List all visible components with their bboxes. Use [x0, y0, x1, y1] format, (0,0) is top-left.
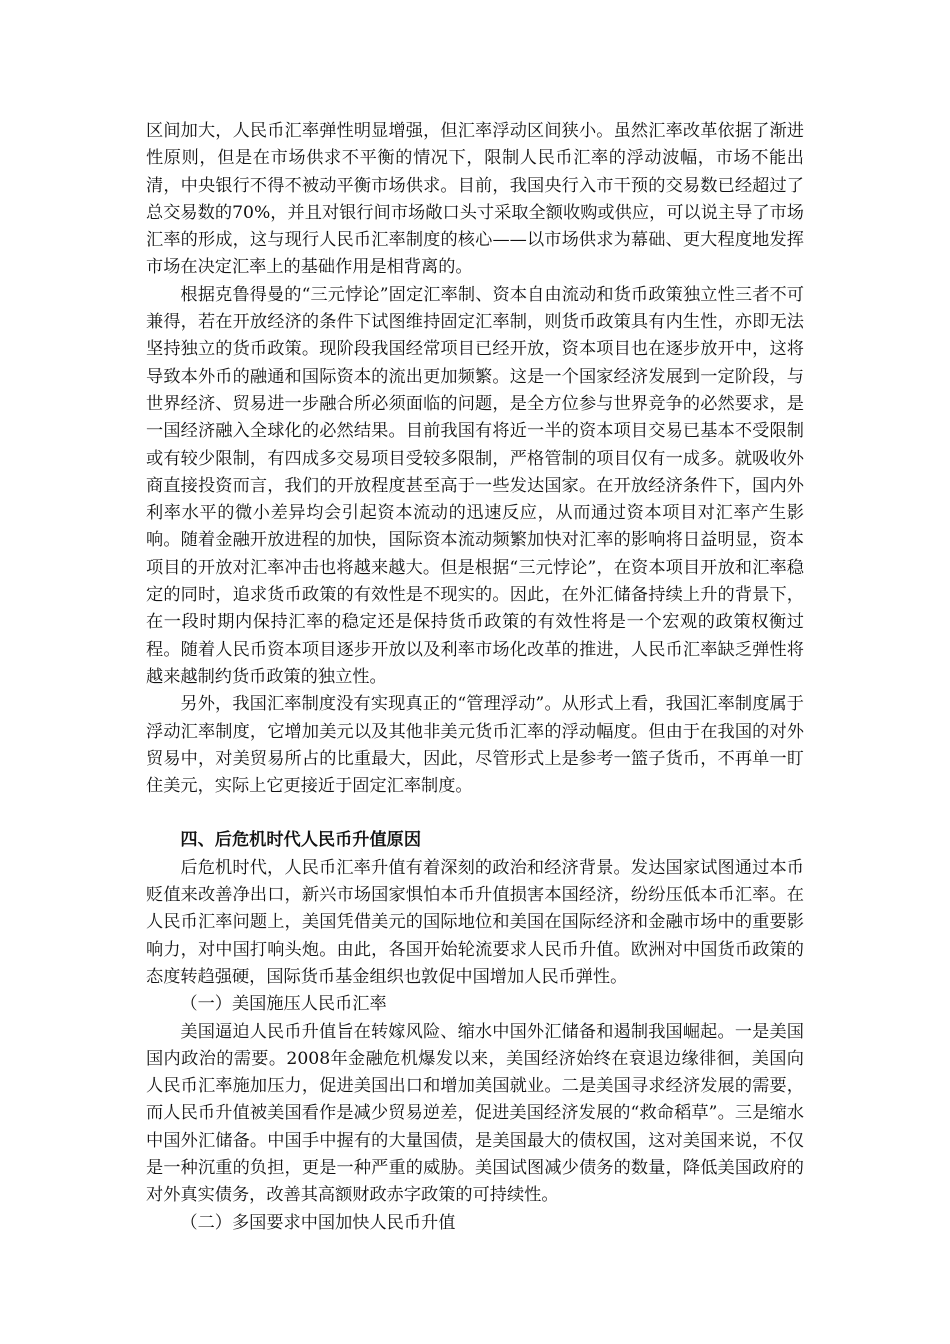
- paragraph-post-crisis-background: 后危机时代，人民币汇率升值有着深刻的政治和经济背景。发达国家试图通过本币贬值来改善净出口，新兴市场国家惧怕本币升值损害本国经济，纷纷压低本币汇率。在人民币汇率问题上，美国凭借美元的国际地位和美国在国际经济和金融市场中的重要影响力，对中国打响头炮。由此，各国开始轮流要求人民币升值。欧洲对中国货币政策的态度转趋强硬，国际货币基金组织也敦促中国增加人民币弹性。: [146, 857, 804, 987]
- paragraph-us-pressure: 美国逼迫人民币升值旨在转嫁风险、缩水中国外汇储备和遏制我国崛起。一是美国国内政治的需要。2008年金融危机爆发以来，美国经济始终在衰退边缘徘徊，美国向人民币汇率施加压力，促进美国出口和增加美国就业。二是美国寻求经济发展的需要，而人民币升值被美国看作是减少贸易逆差，促进美国经济发展的“救命稻草”。三是缩水中国外汇储备。中国手中握有的大量国债，是美国最大的债权国，这对美国来说，不仅是一种沉重的负担，更是一种严重的威胁。美国试图减少债务的数量，降低美国政府的对外真实债务，改善其高额财政赤字政策的可持续性。: [146, 1021, 804, 1206]
- section-heading-4: 四、后危机时代人民币升值原因: [180, 830, 422, 851]
- subheading-us-pressure: （一）美国施压人民币汇率: [180, 994, 387, 1015]
- paragraph-exchange-rate-flexibility: 区间加大，人民币汇率弹性明显增强，但汇率浮动区间狭小。虽然汇率改革依据了渐进性原则，但是在市场供求不平衡的情况下，限制人民币汇率的浮动波幅，市场不能出清，中央银行不得不被动平衡市场供求。目前，我国央行入市干预的交易数已经超过了总交易数的70%，并且对银行间市场敞口头寸采取全额收购或供应，可以说主导了市场汇率的形成，这与现行人民币汇率制度的核心——以市场供求为幕础、更大程度地发挥市场在决定汇率上的基础作用是相背离的。: [146, 121, 804, 278]
- paragraph-managed-float: 另外，我国汇率制度没有实现真正的“管理浮动”。从形式上看，我国汇率制度属于浮动汇率制度，它增加美元以及其他非美元货币汇率的浮动幅度。但由于在我国的对外贸易中，对美贸易所占的比重最大，因此，尽管形式上是参考一篮子货币，不再单一盯住美元，实际上它更接近于固定汇率制度。: [146, 694, 804, 797]
- subheading-multi-country-demand: （二）多国要求中国加快人民币升值: [180, 1212, 456, 1233]
- document-body: [146, 118, 804, 1237]
- paragraph-impossible-trinity: 根据克鲁得曼的“三元悖论”固定汇率制、资本自由流动和货币政策独立性三者不可兼得，若在开放经济的条件下试图维持固定汇率制，则货币政策具有内生性，亦即无法坚持独立的货币政策。现阶段我国经常项目已经开放，资本项目也在逐步放开中，这将导致本外币的融通和国际资本的流出更加频繁。这是一个国家经济发展到一定阶段，与世界经济、贸易进一步融合所必须面临的问题，是全方位参与世界竞争的必然要求，是一国经济融入全球化的必然结果。目前我国有将近一半的资本项目交易已基本不受限制或有较少限制，有四成多交易项目受较多限制，严格管制的项目仅有一成多。就吸收外商直接投资而言，我们的开放程度甚至高于一些发达国家。在开放经济条件下，国内外利率水平的微小差异均会引起资本流动的迅速反应，从而通过资本项目对汇率产生影响。随着金融开放进程的加快，国际资本流动频繁加快对汇率的影响将日益明显，资本项目的开放对汇率冲击也将越来越大。但是根据“三元悖论”，在资本项目开放和汇率稳定的同时，追求货币政策的有效性是不现实的。因此，在外汇储备持续上升的背景下，在一段时期内保持汇率的稳定还是保持货币政策的有效性将是一个宏观的政策权衡过程。随着人民币资本项目逐步开放以及利率市场化改革的推进，人民币汇率缺乏弹性将越来越制约货币政策的独立性。: [146, 284, 804, 687]
